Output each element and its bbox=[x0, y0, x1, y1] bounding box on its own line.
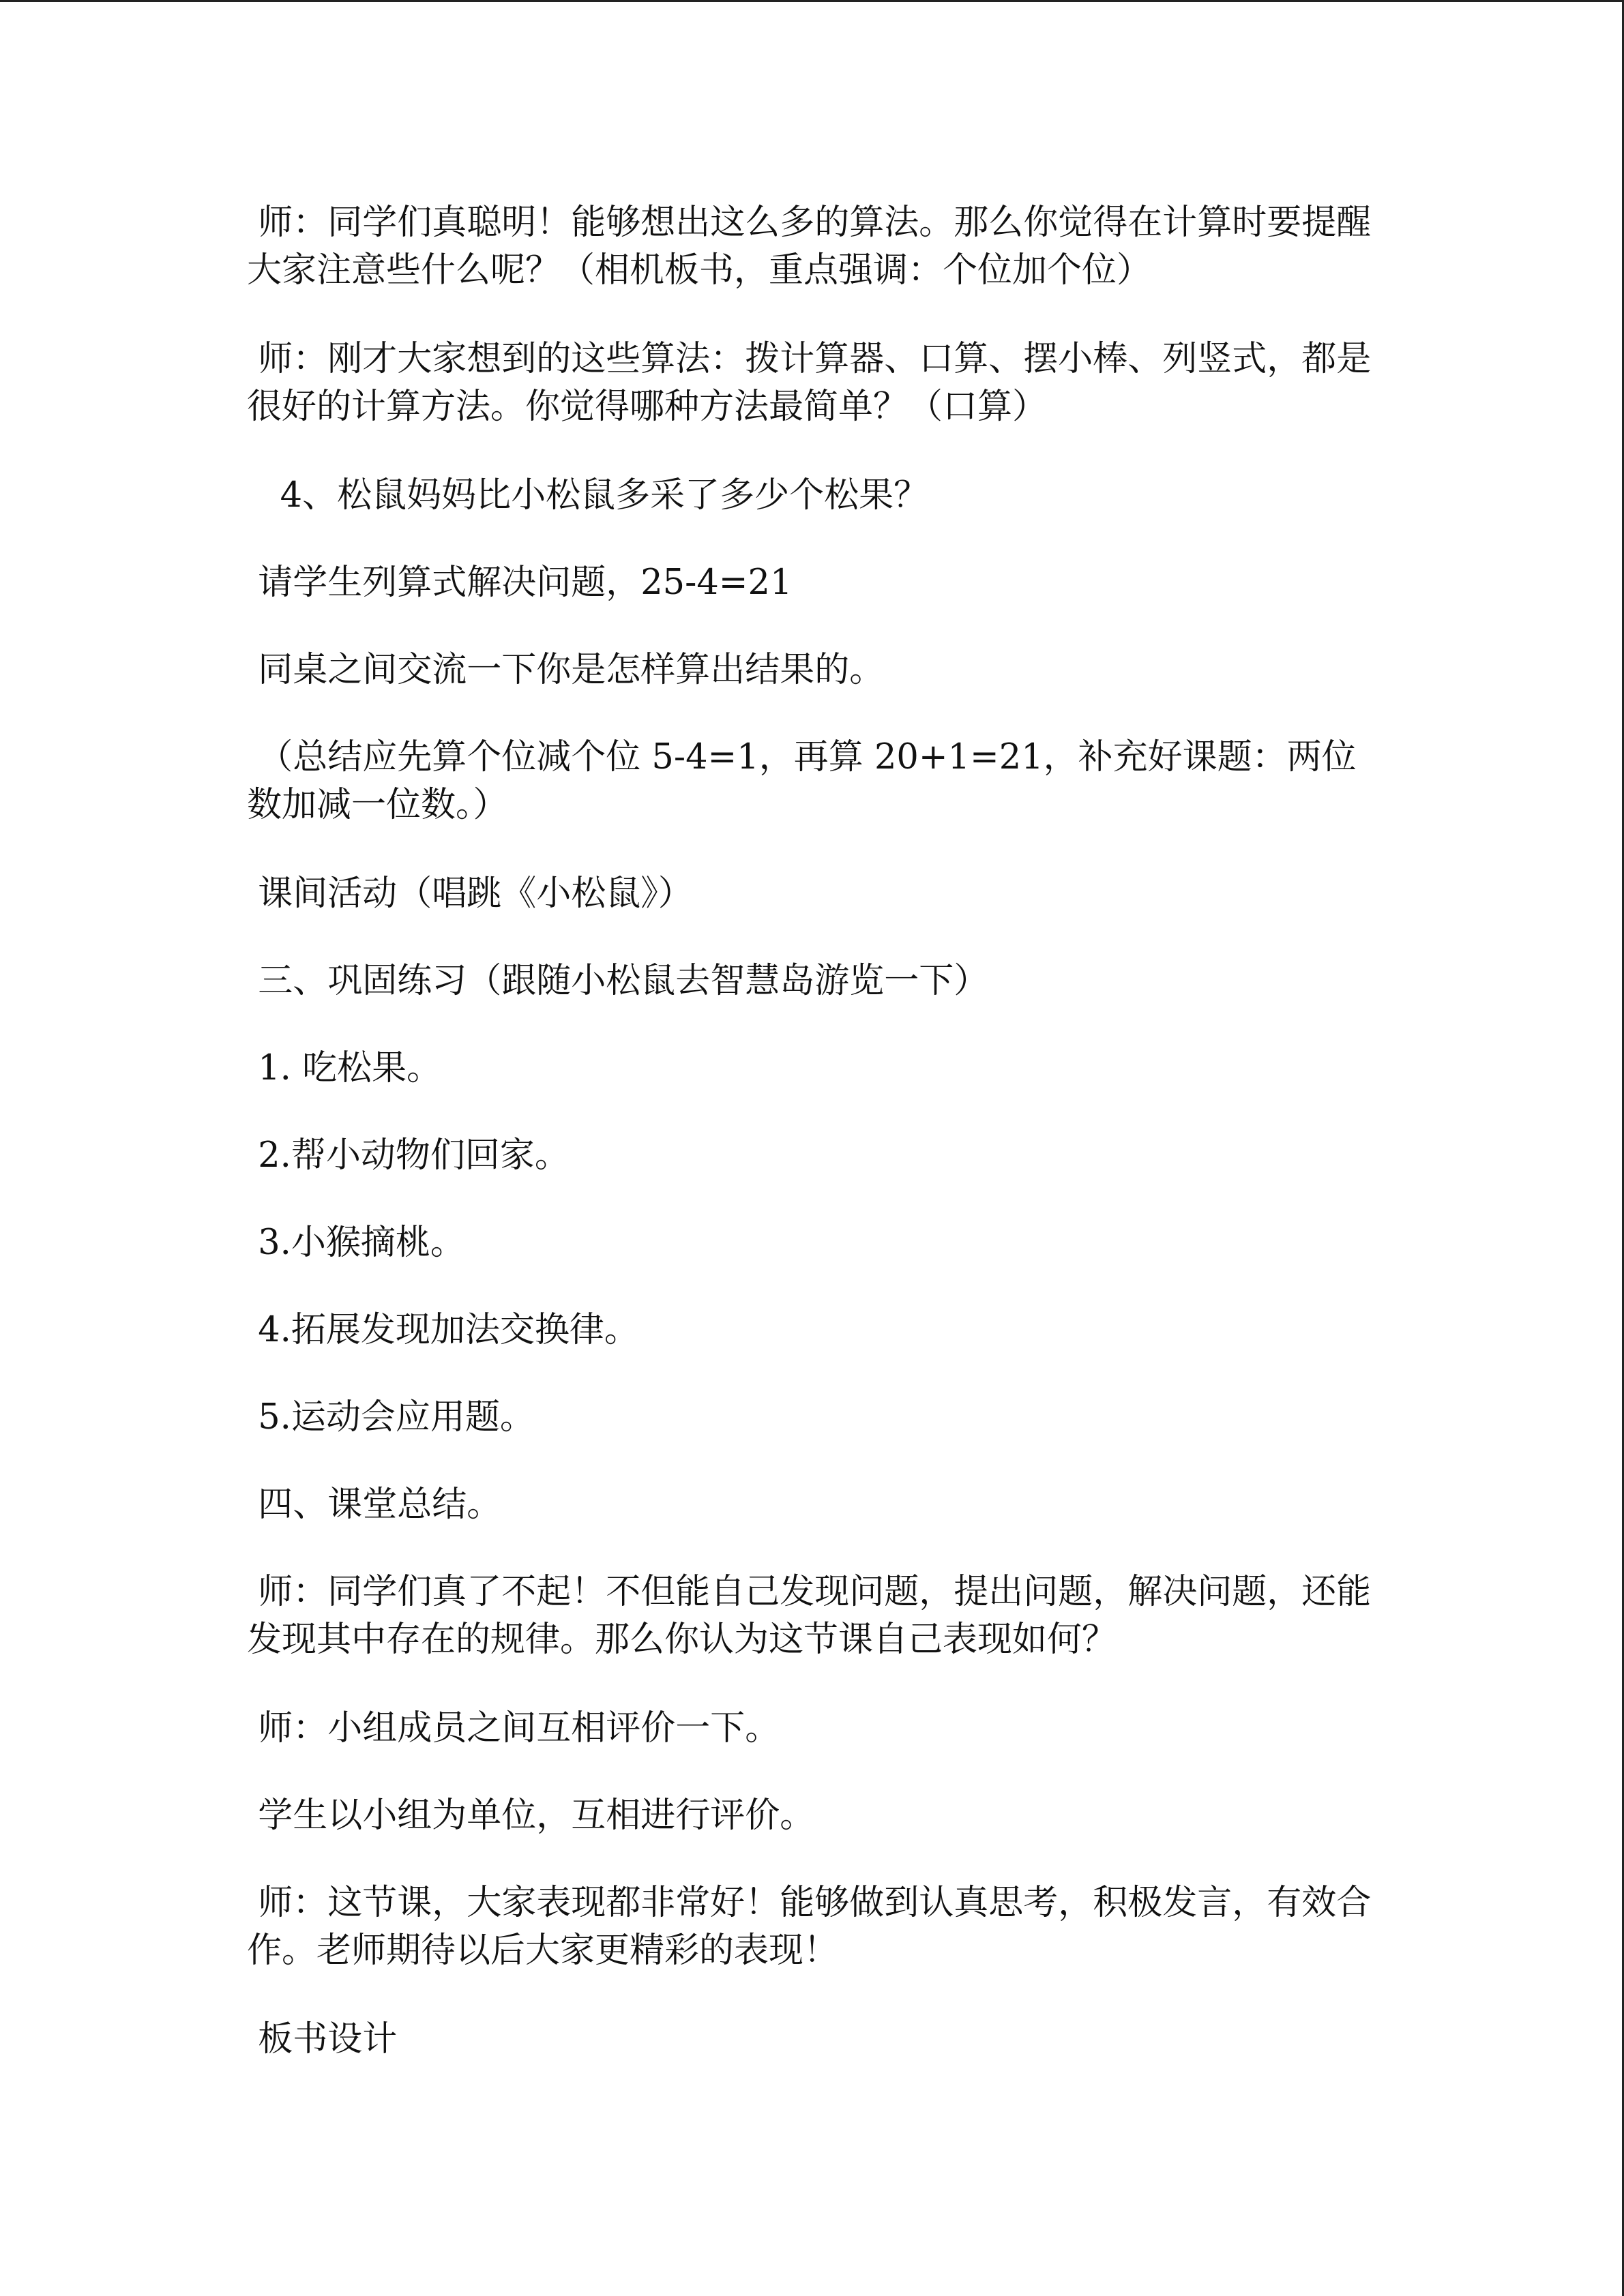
list-item-3: 3.小猴摘桃。 bbox=[247, 1223, 465, 1263]
paragraph-break-activity: 课间活动（唱跳《小松鼠》） bbox=[247, 874, 693, 914]
list-item-2: 2.帮小动物们回家。 bbox=[247, 1135, 570, 1176]
paragraph-teacher-praise-algorithms: 师：同学们真聪明！能够想出这么多的算法。那么你觉得在计算时要提醒大家注意些什么呢？（相机板书，重点强调：个位加个位） bbox=[247, 203, 1372, 290]
paragraph-summary-subtraction: （总结应先算个位减个位 5-4=1，再算 20+1=21，补充好课题：两位数加减一位数。） bbox=[247, 737, 1357, 825]
list-item-5: 5.运动会应用题。 bbox=[247, 1397, 535, 1437]
paragraph-teacher-closing: 师：这节课，大家表现都非常好！能够做到认真思考，积极发言，有效合作。老师期待以后大家更精彩的表现！ bbox=[247, 1883, 1372, 1971]
paragraph-equation-task: 请学生列算式解决问题，25-4=21 bbox=[247, 563, 793, 603]
heading-class-summary: 四、课堂总结。 bbox=[247, 1485, 502, 1525]
paragraph-teacher-methods-summary: 师：刚才大家想到的这些算法：拨计算器、口算、摆小棒、列竖式，都是很好的计算方法。你觉得哪种方法最简单？（口算） bbox=[247, 339, 1372, 427]
document-page bbox=[247, 0, 1379, 2296]
paragraph-group-evaluation: 师：小组成员之间互相评价一下。 bbox=[247, 1708, 780, 1748]
heading-board-design: 板书设计 bbox=[247, 2019, 398, 2059]
paragraph-teacher-praise-students: 师：同学们真了不起！不但能自己发现问题，提出问题，解决问题，还能发现其中存在的规律。那么你认为这节课自己表现如何？ bbox=[247, 1572, 1372, 1660]
paragraph-student-evaluation: 学生以小组为单位，互相进行评价。 bbox=[247, 1795, 815, 1836]
paragraph-desk-discussion: 同桌之间交流一下你是怎样算出结果的。 bbox=[247, 650, 885, 690]
list-item-4: 4.拓展发现加法交换律。 bbox=[247, 1310, 639, 1350]
list-item-1: 1. 吃松果。 bbox=[247, 1048, 442, 1088]
heading-consolidation-practice: 三、巩固练习（跟随小松鼠去智慧岛游览一下） bbox=[247, 961, 989, 1001]
paragraph-question-4: 4、松鼠妈妈比小松鼠多采了多少个松果？ bbox=[247, 475, 929, 516]
